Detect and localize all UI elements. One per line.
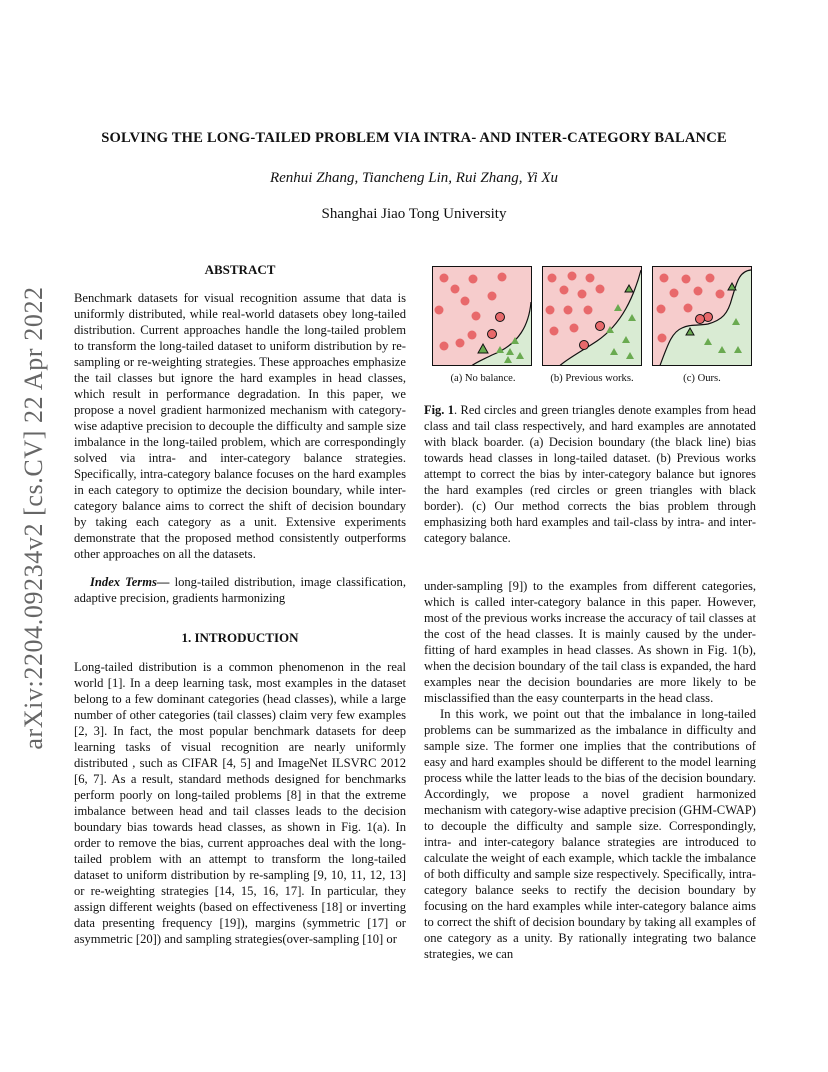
paper-title: SOLVING THE LONG-TAILED PROBLEM VIA INTRA- AND INTER-CATEGORY BALANCE bbox=[101, 130, 727, 146]
figure-caption-text: . Red circles and green triangles denote examples from head class and tail class respectively, and hard examples are annotated with black boarder. (a) Decision boundary (the black line) bias towards head classes in long-tailed dataset. (b) Previous works attempt to correct the bias by inter-category balance but ignores the hard examples (red circles or green triangles with black border). (c) Our method corrects the bias problem through emphasizing both hard examples and tail-class by intra- and inter-category balance. bbox=[424, 403, 756, 545]
abstract-text: Benchmark datasets for visual recognition assume that data is uniformly distributed, while real-world datasets obey long-tailed distribution. Current approaches handle the long-tailed problem to transform the long-tailed dataset to uniform distribution by re-sampling or re-weighting strategies. These approaches emphasize the tail classes but ignore the hard examples in head classes, which result in performance degradation. In this paper, we propose a novel gradient harmonized mechanism with category-wise adaptive precision to decouple the difficulty and sample size imbalance in the long-tailed problem, which are correspondingly solved via intra- and inter-category balance strategies. Specifically, intra-category balance focuses on the hard examples in each category to optimize the decision boundary, while inter-category balance aims to correct the shift of decision boundary by taking each category as a unit. Extensive experiments demonstrate that the proposed method consistently outperforms other approaches on all the datasets. bbox=[74, 291, 406, 561]
abstract-heading: ABSTRACT bbox=[204, 262, 276, 277]
figure-1 bbox=[432, 266, 756, 366]
intro-paragraph-2: In this work, we point out that the imbalance in long-tailed problems can be summarized as the imbalance in difficulty and sample size. The former one implies that the contributions of easy and hard examples should be different to the model learning process while the latter leads to the bias of the decision boundary. Accordingly, we propose a novel gradient harmonized mechanism with category-wise adaptive precision (GHM-CWAP) to decouple the difficulty and sample size. Correspondingly, intra- and inter-category balance strategies are introduced to calculate the weight of each example, which tackle the imbalance of both difficulty and sample size respectively. Specifically, intra-category balance seeks to rectify the decision boundary by focusing on the hard examples while inter-category balance aims to correct the shift of decision boundary by taking all examples of one category as a unity. By rationally integrating two balance strategies, we can bbox=[424, 707, 756, 961]
intro-paragraph-1-continued: under-sampling [9]) to the examples from different categories, which is called inter-category balance in this paper. However, most of the previous works increase the accuracy of tail classes at the cost of the head classes. It is mainly caused by the under-fitting of hard examples in head classes. As shown in Fig. 1(b), when the decision boundary of the tail class is expanded, the hard examples near the decision boundaries are more likely to be misclassified than the easy counterparts in the head class. bbox=[424, 579, 756, 705]
subcaption-c: (c) Ours. bbox=[683, 373, 721, 384]
figure-panel-b bbox=[542, 266, 642, 366]
figure-caption bbox=[424, 402, 756, 546]
index-terms bbox=[74, 574, 406, 606]
left-column bbox=[74, 262, 406, 947]
subcaption-a: (a) No balance. bbox=[450, 373, 516, 384]
right-column bbox=[424, 578, 756, 962]
figure-panel-c bbox=[652, 266, 752, 366]
arxiv-watermark bbox=[14, 268, 54, 768]
affiliation: Shanghai Jiao Tong University bbox=[321, 206, 507, 222]
index-terms-text: long-tailed distribution, image classification, adaptive precision, gradients harmonizing bbox=[74, 575, 406, 605]
arxiv-id: arXiv:2204.09234v2 [cs.CV] 22 Apr 2022 bbox=[19, 286, 48, 750]
intro-paragraph-1: Long-tailed distribution is a common phenomenon in the real world [1]. In a deep learning task, most examples in the dataset belong to a few dominant categories (head classes), while a large number of other categories (tail classes) claim very few examples [2, 3]. In fact, the most popular benchmark datasets for deep learning tasks of visual recognition are nearly uniformly distributed , such as CIFAR [4, 5] and ImageNet ILSVRC 2012 [6, 7]. As a result, standard methods designed for benchmarks perform poorly on long-tailed problems [8] in that the extreme imbalance between head and tail classes leads to the decision boundary bias towards head classes, as shown in Fig. 1(a). In order to remove the bias, current approaches deal with the long-tailed problem with an attempt to transform the long-tailed dataset to uniform distribution by re-sampling [9, 10, 11, 12, 13] or re-weighting strategies [14, 15, 16, 17]. In particular, they assign different weights (based on effectiveness [18] or inverting data presenting frequency [19]), margins (symmetric [17] or asymmetric [20]) and sampling strategies(over-sampling [10] or bbox=[74, 660, 406, 946]
figure-panel-a bbox=[432, 266, 532, 366]
intro-heading: 1. INTRODUCTION bbox=[181, 630, 299, 645]
index-terms-label: Index Terms— bbox=[90, 575, 170, 589]
subcaption-b: (b) Previous works. bbox=[550, 373, 634, 384]
authors: Renhui Zhang, Tiancheng Lin, Rui Zhang, Yi Xu bbox=[269, 170, 559, 186]
figure-caption-label: Fig. 1 bbox=[424, 403, 454, 417]
